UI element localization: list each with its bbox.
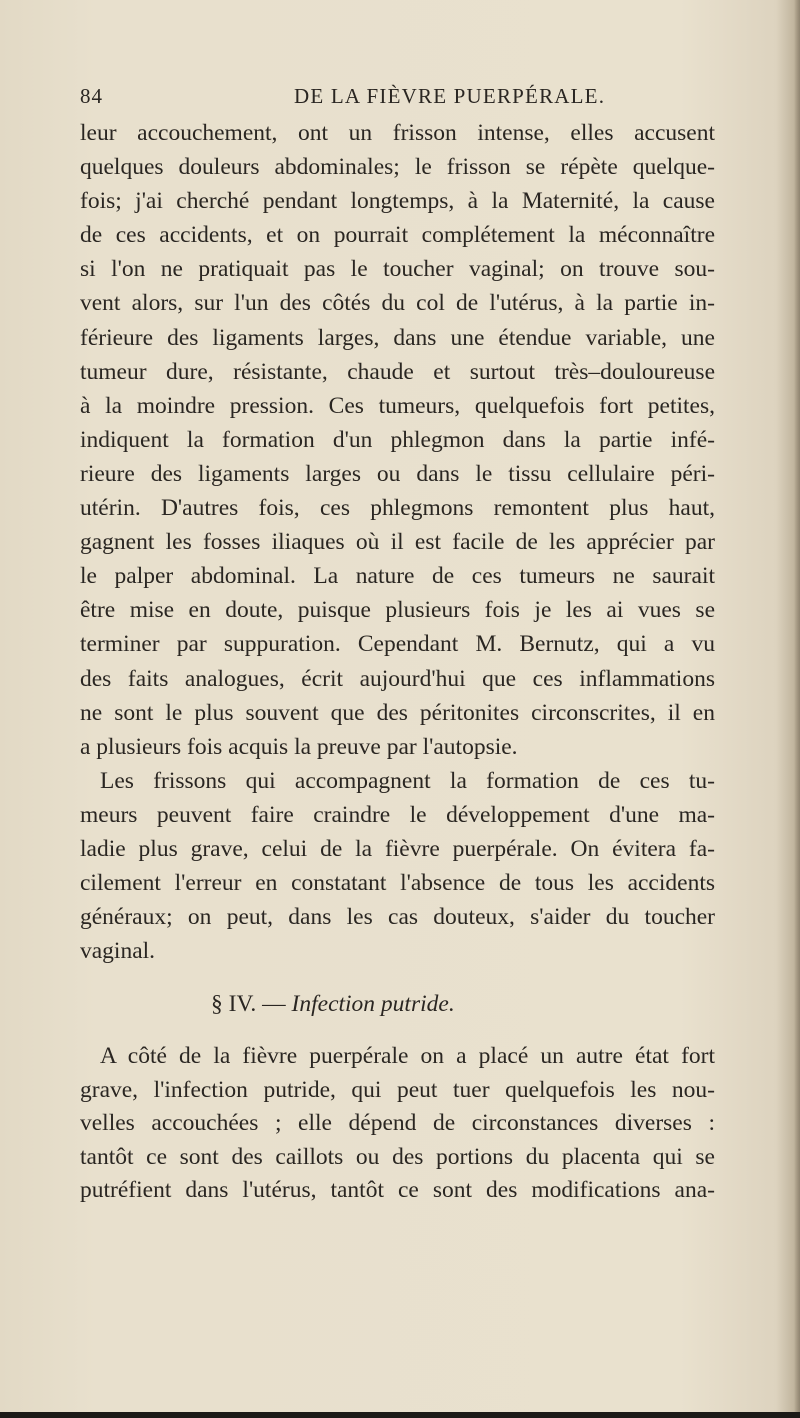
text-line: cilement l'erreur en constatant l'absence de tous les accidents — [80, 870, 715, 897]
running-title: DE LA FIÈVRE PUERPÉRALE. — [294, 84, 606, 108]
text-line: férieure des ligaments larges, dans une étendue variable, une — [80, 324, 715, 351]
text-line: velles accouchées ; elle dépend de circonstances diverses : — [80, 1110, 715, 1137]
section-number: § IV. — — [211, 991, 286, 1018]
page-edge-shadow — [794, 0, 800, 1418]
text-line: Les frissons qui accompagnent la formation de ces tu- — [100, 767, 715, 794]
section-heading — [80, 968, 715, 1040]
text-line: quelques douleurs abdominales; le frisson se répète quelque- — [80, 154, 715, 181]
paragraph-2 — [80, 764, 715, 969]
text-line: A côté de la fièvre puerpérale on a placé un autre état fort — [100, 1043, 715, 1070]
text-line: gagnent les fosses iliaques où il est facile de les apprécier par — [80, 529, 715, 556]
body-text — [80, 116, 715, 1208]
text-line: indiquent la formation d'un phlegmon dans la partie infé- — [80, 426, 715, 453]
page-header — [0, 84, 800, 112]
text-line: vaginal. — [80, 938, 156, 965]
text-line: meurs peuvent faire craindre le développement d'une ma- — [80, 801, 715, 828]
paragraph-3 — [80, 1040, 715, 1208]
text-line: le palper abdominal. La nature de ces tumeurs ne saurait — [80, 563, 715, 590]
text-line: putréfient dans l'utérus, tantôt ce sont des modifications ana- — [80, 1177, 715, 1204]
text-line: des faits analogues, écrit aujourd'hui que ces inflammations — [80, 665, 715, 692]
page-bottom-edge — [0, 1412, 800, 1418]
text-line: si l'on ne pratiquait pas le toucher vaginal; on trouve sou- — [80, 256, 715, 283]
text-line: ladie plus grave, celui de la fièvre puerpérale. On évitera fa- — [80, 835, 715, 862]
text-line: ne sont le plus souvent que des péritonites circonscrites, il en — [80, 699, 715, 726]
text-line: tumeur dure, résistante, chaude et surtout très–douloureuse — [80, 358, 715, 385]
text-line: vent alors, sur l'un des côtés du col de l'utérus, à la partie in- — [80, 290, 715, 317]
text-line: de ces accidents, et on pourrait complétement la méconnaître — [80, 222, 715, 249]
paragraph-1 — [80, 116, 715, 764]
text-line: fois; j'ai cherché pendant longtemps, à la Maternité, la cause — [80, 188, 715, 215]
text-line: terminer par suppuration. Cependant M. Bernutz, qui a vu — [80, 631, 715, 658]
text-line: être mise en doute, puisque plusieurs fois je les ai vues se — [80, 597, 715, 624]
text-line: grave, l'infection putride, qui peut tuer quelquefois les nou- — [80, 1076, 715, 1103]
section-title: Infection putride. — [291, 991, 455, 1018]
text-line: leur accouchement, ont un frisson intense, elles accusent — [80, 120, 715, 146]
text-line: a plusieurs fois acquis la preuve par l'autopsie. — [80, 733, 518, 760]
text-line: rieure des ligaments larges ou dans le tissu cellulaire péri- — [80, 460, 715, 487]
page-number: 84 — [80, 84, 103, 108]
text-line: généraux; on peut, dans les cas douteux, s'aider du toucher — [80, 904, 715, 931]
text-line: à la moindre pression. Ces tumeurs, quelquefois fort petites, — [80, 392, 715, 419]
text-line: tantôt ce sont des caillots ou des portions du placenta qui se — [80, 1143, 715, 1170]
text-line: utérin. D'autres fois, ces phlegmons remontent plus haut, — [80, 495, 715, 522]
